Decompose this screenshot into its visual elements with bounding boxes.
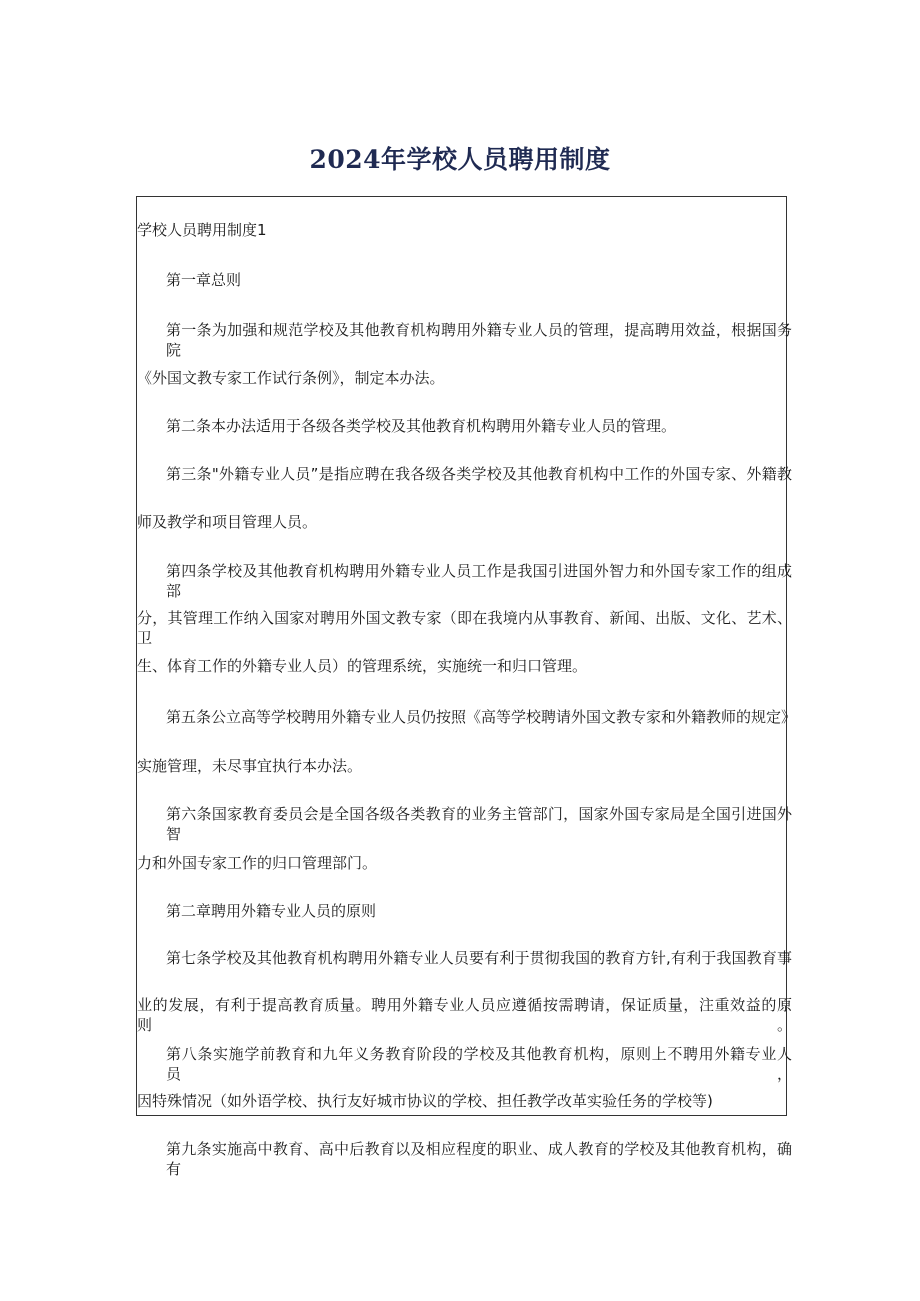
paragraph-line: 因特殊情况（如外语学校、执行友好城市协议的学校、担任教学改革实验任务的学校等) xyxy=(137,1092,713,1110)
paragraph-line: 第六条国家教育委员会是全国各级各类教育的业务主管部门，国家外国专家局是全国引进国外智 xyxy=(166,805,792,843)
paragraph-line: 第二条本办法适用于各级各类学校及其他教育机构聘用外籍专业人员的管理。 xyxy=(166,417,677,435)
section-title: 学校人员聘用制度1 xyxy=(137,221,267,239)
paragraph-line: 第八条实施学前教育和九年义务教育阶段的学校及其他教育机构，原则上不聘用外籍专业人员， xyxy=(166,1045,792,1083)
chapter-heading: 第一章总则 xyxy=(166,271,242,289)
paragraph-line: 分，其管理工作纳入国家对聘用外国文教专家（即在我境内从事教育、新闻、出版、文化、艺术、卫 xyxy=(137,609,792,647)
paragraph-line: 《外国文教专家工作试行条例》，制定本办法。 xyxy=(137,369,445,387)
paragraph-line: 实施管理，未尽事宜执行本办法。 xyxy=(137,757,363,775)
paragraph-line: 第四条学校及其他教育机构聘用外籍专业人员工作是我国引进国外智力和外国专家工作的组成部 xyxy=(166,562,792,600)
paragraph-line: 师及教学和项目管理人员。 xyxy=(137,513,318,531)
paragraph-line: 业的发展，有利于提高教育质量。聘用外籍专业人员应遵循按需聘请，保证质量，注重效益的原则。 xyxy=(137,996,792,1034)
paragraph-line: 第一条为加强和规范学校及其他教育机构聘用外籍专业人员的管理，提高聘用效益，根据国务院 xyxy=(166,321,792,359)
chapter-heading: 第二章聘用外籍专业人员的原则 xyxy=(166,902,377,920)
paragraph-line: 第九条实施高中教育、高中后教育以及相应程度的职业、成人教育的学校及其他教育机构，确有 xyxy=(166,1140,792,1178)
paragraph-line: 生、体育工作的外籍专业人员）的管理系统，实施统一和归口管理。 xyxy=(137,657,588,675)
paragraph-line: 力和外国专家工作的归口管理部门。 xyxy=(137,854,378,872)
document-title: 2024年学校人员聘用制度 xyxy=(309,145,611,174)
paragraph-line: 第五条公立高等学校聘用外籍专业人员仍按照《高等学校聘请外国文教专家和外籍教师的规定》 xyxy=(166,708,797,726)
paragraph-line: 第三条"外籍专业人员”是指应聘在我各级各类学校及其他教育机构中工作的外国专家、外籍教 xyxy=(166,465,792,483)
paragraph-line: 第七条学校及其他教育机构聘用外籍专业人员要有利于贯彻我国的教育方针,有利于我国教育事 xyxy=(166,949,792,967)
